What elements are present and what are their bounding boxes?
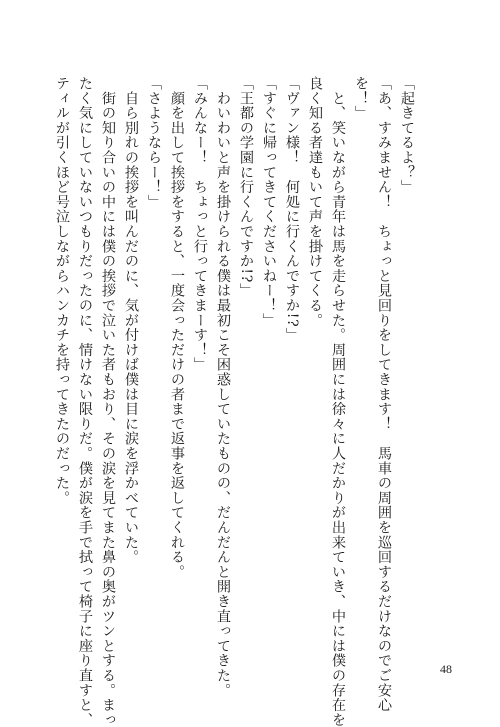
text-line: 「あ、すみません！ ちょっと見回りをしてきます！ 馬車の周囲を巡回するだけなのでご安心 <box>376 76 392 713</box>
text-line: を！」 <box>353 76 369 121</box>
text-line: 「さようならー！」 <box>146 76 162 210</box>
text-line: と、笑いながら青年は馬を走らせた。周囲には徐々に人だかりが出来ていき、中には僕の存在を <box>330 76 346 727</box>
text-line: たく気にしていないつもりだったのに、情けない限りだ。僕が涙を手で拭って椅子に座り直すと、 <box>77 76 93 727</box>
text-line: 「ヴァン様！ 何処に行くんですか!?」 <box>284 76 300 343</box>
text-line: 「起きてるよ？」 <box>399 76 415 195</box>
text-line: 自ら別れの挨拶を叫んだのに、気が付けば僕は目に涙を浮かべていた。 <box>123 76 139 565</box>
text-line: 顔を出して挨拶をすると、一度会っただけの者まで返事を返してくれる。 <box>169 76 185 580</box>
text-line: 「王都の学園に行くんですか!?」 <box>238 76 254 298</box>
text-line: 街の知り合いの中には僕の挨拶で泣いた者もおり、その涙を見てまた鼻の奥がツンとする。まっ <box>100 76 116 727</box>
text-line: 良く知る者達もいて声を掛けてくる。 <box>307 76 323 328</box>
text-line: 「みんなー！ ちょっと行ってきまーす！」 <box>192 76 208 372</box>
text-line: わいわいと声を掛けられる僕は最初こそ困惑していたものの、だんだんと開き直ってきた。 <box>215 76 231 698</box>
body-text <box>50 76 418 727</box>
text-line: ティルが引くほど号泣しながらハンカチを持ってきたのだった。 <box>54 76 70 506</box>
text-line: 「すぐに帰ってきてくださいねー！」 <box>261 76 277 328</box>
page-number: 48 <box>440 662 452 676</box>
